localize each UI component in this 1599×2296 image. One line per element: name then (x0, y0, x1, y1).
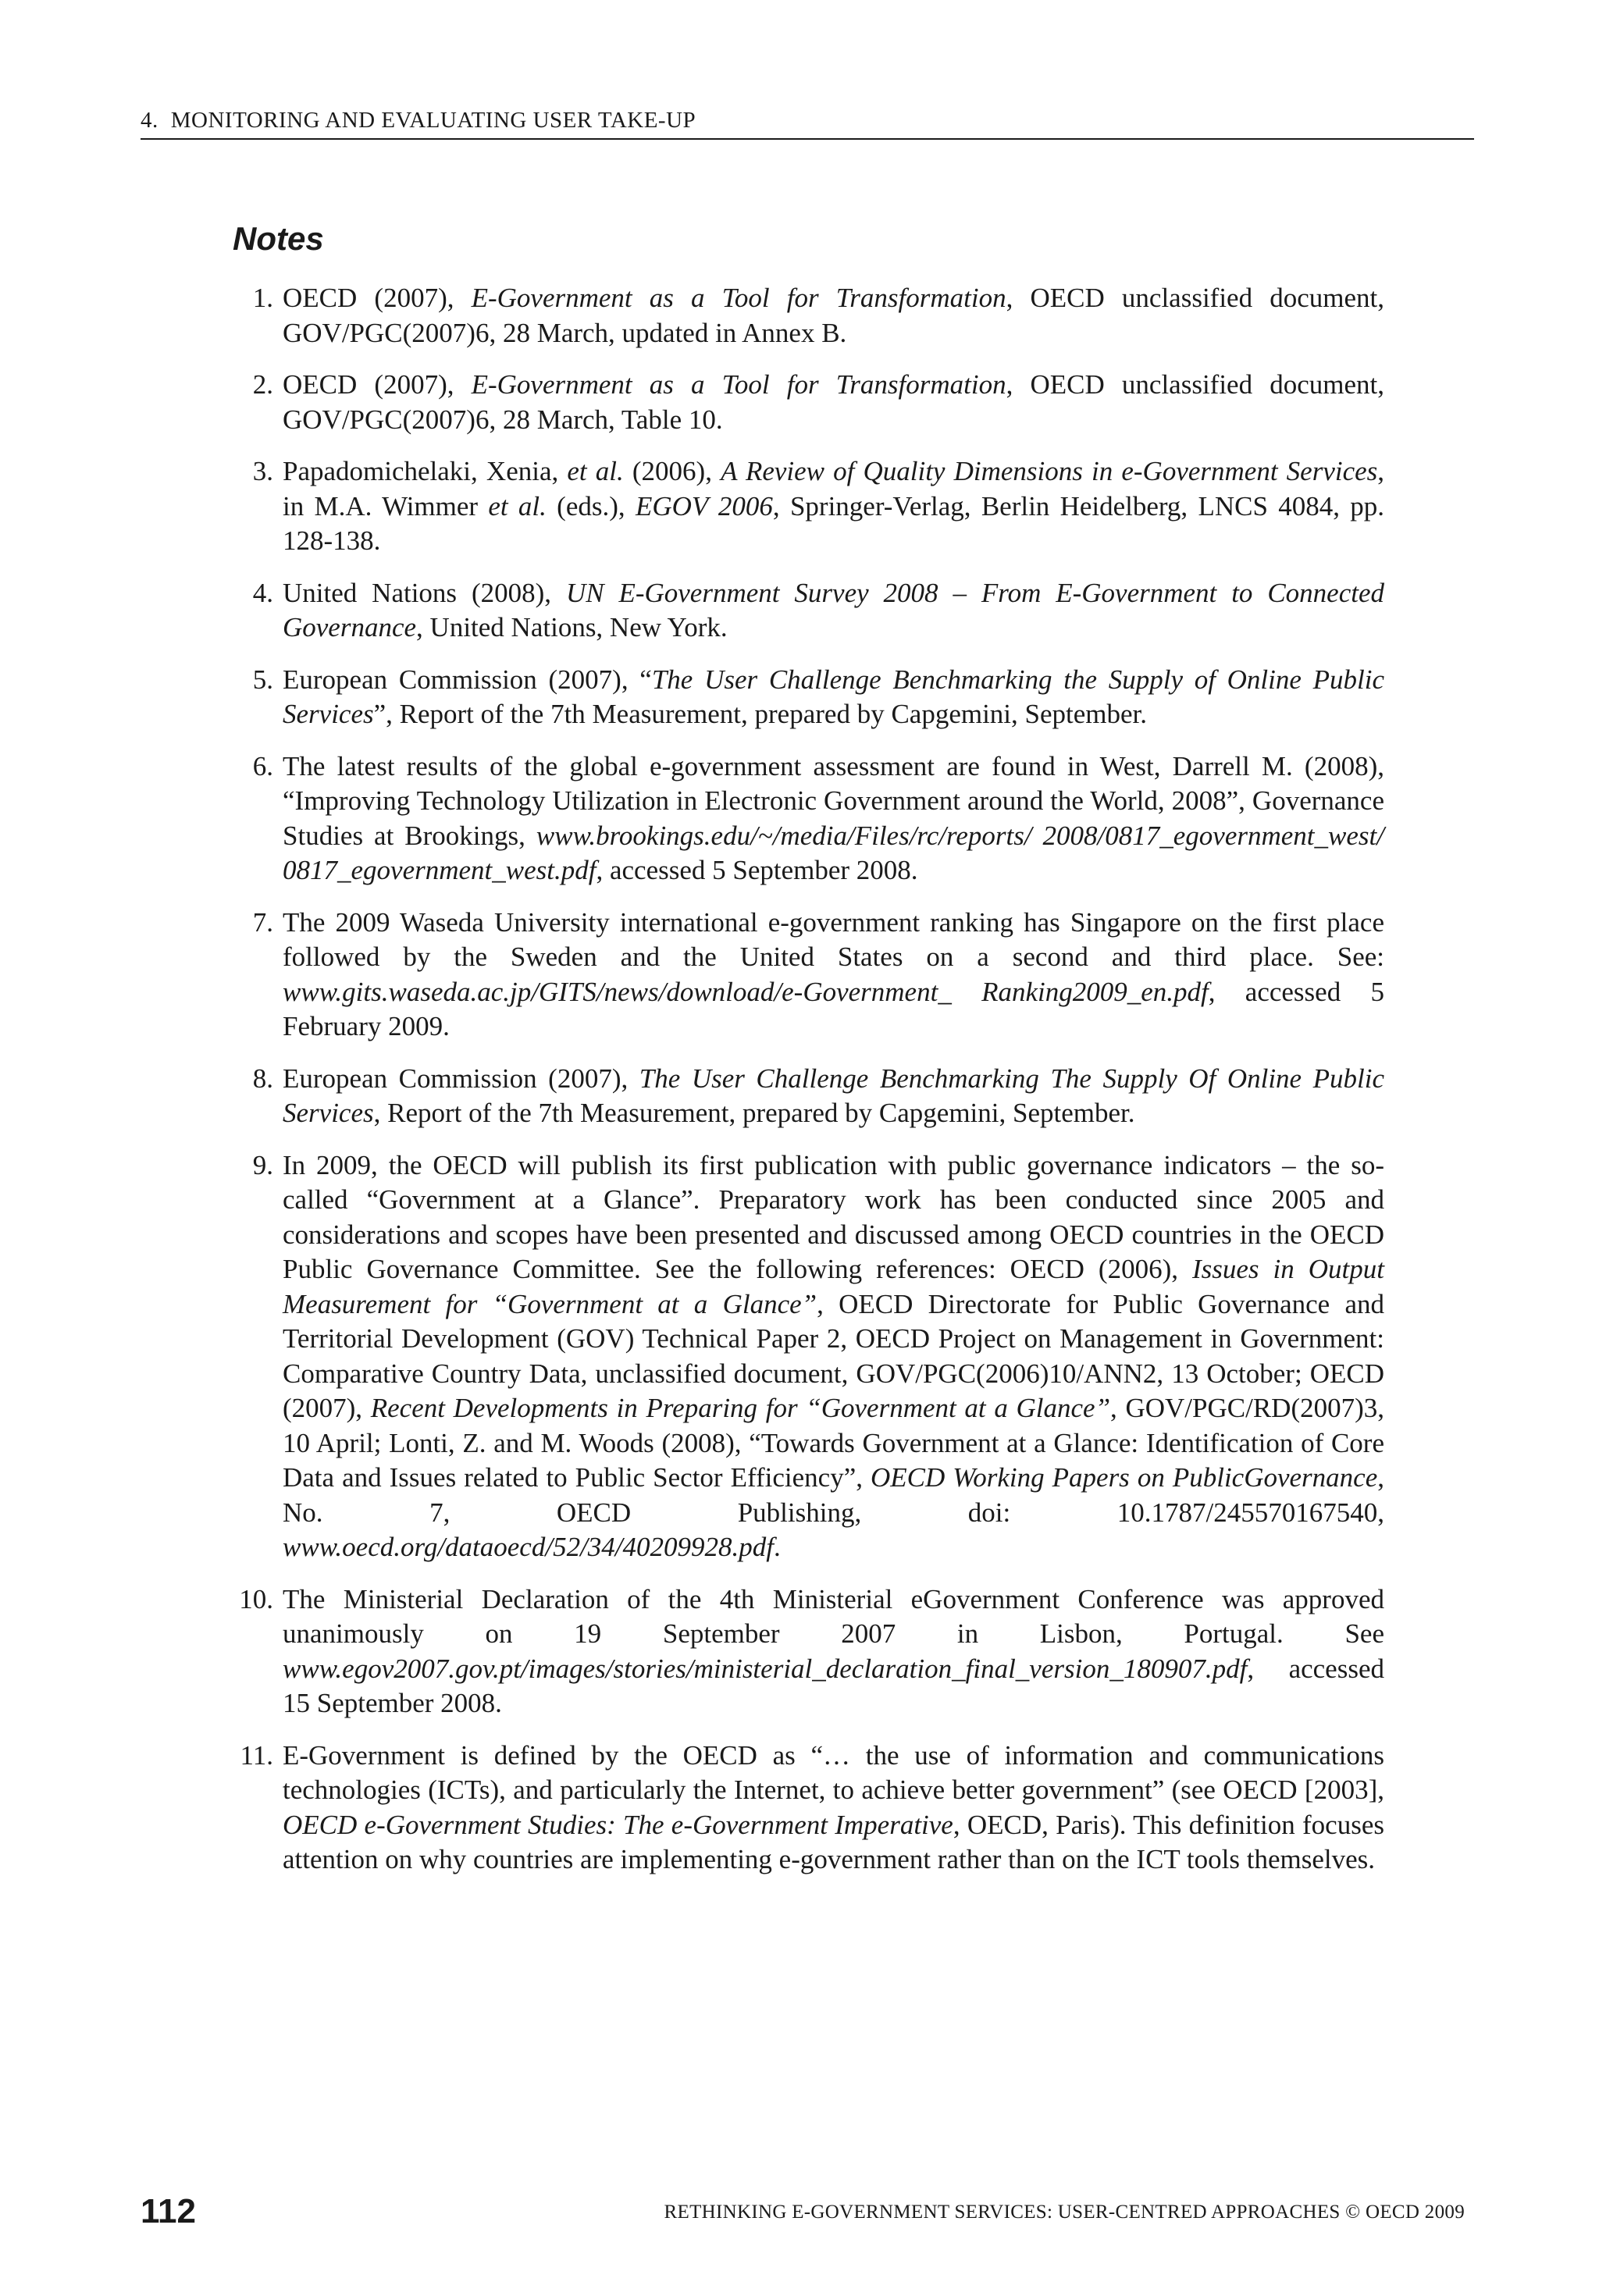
section-number: 4. (141, 108, 158, 133)
note-item (233, 576, 1384, 646)
note-text-segment: (2006), (623, 456, 721, 486)
note-text-segment: Papadomichelaki, Xenia, (283, 456, 568, 486)
note-number: 7. (252, 906, 273, 938)
note-text-segment: The 2009 Waseda University international e-government ranking has Singapore on the first place followed by the Sweden and the United States on a second and third place. See: (283, 906, 1384, 972)
note-italic-segment: A Review of Quality Dimensions in e-Government Services (721, 456, 1378, 486)
note-number: 9. (252, 1149, 273, 1180)
note-number: 11. (240, 1739, 273, 1771)
note-text-segment: ”, Report of the 7th Measurement, prepared by Capgemini, September. (373, 699, 1148, 729)
note-text (283, 663, 1384, 732)
note-item (233, 906, 1384, 1045)
note-text (283, 1582, 1384, 1721)
note-text-segment: , accessed 5 September 2008. (596, 855, 918, 885)
note-text-segment: , United Nations, New York. (416, 612, 728, 643)
note-item (233, 454, 1384, 559)
note-italic-segment: Recent Developments in Preparing for “Government at a Glance” (370, 1393, 1111, 1423)
note-text (283, 906, 1384, 1045)
footer-publication-title: RETHINKING E-GOVERNMENT SERVICES: USER-CENTRED APPROACHES © OECD 2009 (664, 2202, 1465, 2223)
note-italic-segment: EGOV 2006 (635, 490, 773, 521)
note-text-segment: The Ministerial Declaration of the 4th Ministerial eGovernment Conference was approved unanimously on 19 September 2007 in Lisbon, Portugal. See (283, 1583, 1384, 1649)
note-item (233, 1582, 1384, 1721)
note-text (283, 281, 1384, 351)
note-item (233, 1739, 1384, 1878)
note-number: 1. (252, 283, 273, 313)
note-text-segment: , OECD, Paris). This definition focuses attention on why countries are implementing e-government rather than on the ICT tools themselves. (283, 1809, 1384, 1874)
note-italic-segment: OECD Working Papers on PublicGovernance (871, 1462, 1378, 1493)
note-number: 6. (252, 750, 273, 781)
note-italic-segment: Issues in Output Measurement for “Government at a Glance” (283, 1254, 1384, 1319)
page-number: 112 (141, 2192, 196, 2230)
note-number: 4. (252, 577, 273, 608)
note-text (283, 1062, 1384, 1131)
running-head (141, 108, 1474, 140)
note-italic-segment: The User Challenge Benchmarking the Supply of Online Public Services (283, 664, 1384, 729)
note-item (233, 1148, 1384, 1565)
note-italic-segment: www.egov2007.gov.pt/images/stories/ministerial_declaration_final_version_180907.pdf (283, 1653, 1248, 1684)
note-text-segment: European Commission (2007), “ (283, 664, 652, 695)
note-text-segment: United Nations (2008), (283, 577, 566, 608)
note-text (283, 454, 1384, 559)
note-item (233, 1062, 1384, 1131)
note-text-segment: European Commission (2007), (283, 1063, 639, 1094)
note-italic-segment: OECD e-Government Studies: The e-Government Imperative (283, 1809, 953, 1840)
note-text-segment: , OECD Directorate for Public Governance and Territorial Development (GOV) Technical Paper 2, OECD Project on Management in Government: Comparative Country Data, unclassified document, GOV/PGC(2006)10/ANN2, 13 October; OECD (2007), (283, 1288, 1384, 1423)
note-number: 10. (239, 1583, 273, 1614)
note-text-segment: The latest results of the global e-government assessment are found in West, Darrell M. (2008), “Improving Technology Utilization in Electronic Government around the World, 2008”, Governance Studies at Brookings, (283, 750, 1384, 851)
note-italic-segment: E-Government as a Tool for Transformation (471, 283, 1006, 313)
note-number: 2. (252, 369, 273, 400)
notes-list (233, 281, 1384, 1895)
note-italic-segment: et al. (488, 490, 547, 521)
note-italic-segment: www.oecd.org/dataoecd/52/34/40209928.pdf (283, 1532, 774, 1562)
note-italic-segment: www.gits.waseda.ac.jp/GITS/news/download/e-Government_ Ranking2009_en.pdf (283, 976, 1209, 1007)
note-italic-segment: www.brookings.edu/~/media/Files/rc/reports/ 2008/0817_egovernment_west/ 0817_egovernment_west.pdf (283, 820, 1384, 885)
section-title: MONITORING AND EVALUATING USER TAKE-UP (170, 108, 696, 133)
note-number: 8. (252, 1063, 273, 1094)
note-italic-segment: et al. (567, 456, 624, 486)
note-text (283, 1739, 1384, 1878)
note-italic-segment: E-Government as a Tool for Transformation (471, 369, 1006, 400)
note-text-segment: , Springer-Verlag, Berlin Heidelberg, LNCS 4084, pp. 128-138. (283, 490, 1385, 556)
note-text-segment: . (774, 1532, 781, 1562)
note-item (233, 663, 1384, 732)
note-text-segment: , in M.A. Wimmer (283, 456, 1385, 521)
note-text-segment: In 2009, the OECD will publish its first publication with public governance indicators – the so-called “Government at a Glance”. Preparatory work has been conducted since 2005 and considerations and scopes have been presented and discussed among OECD countries in the OECD Public Governance Committee. See the following references: OECD (2006), (283, 1149, 1384, 1284)
note-text-segment: , accessed 15 September 2008. (283, 1653, 1384, 1718)
notes-heading: Notes (233, 220, 324, 257)
note-item (233, 749, 1384, 888)
note-text (283, 368, 1384, 437)
note-italic-segment: UN E-Government Survey 2008 – From E-Government to Connected Governance (283, 577, 1384, 643)
note-text-segment: , Report of the 7th Measurement, prepared by Capgemini, September. (373, 1098, 1135, 1128)
note-item (233, 368, 1384, 437)
note-number: 3. (252, 456, 273, 486)
note-text-segment: , No. 7, OECD Publishing, doi: 10.1787/245570167540, (283, 1462, 1384, 1528)
note-item (233, 281, 1384, 351)
note-text-segment: E-Government is defined by the OECD as “… the use of information and communications technologies (ICTs), and particularly the Internet, to achieve better government” (see OECD [2003], (283, 1739, 1384, 1805)
note-text-segment: , GOV/PGC/RD(2007)3, 10 April; Lonti, Z. and M. Woods (2008), “Towards Government at a Glance: Identification of Core Data and Issues related to Public Sector Efficiency”, (283, 1393, 1385, 1493)
note-number: 5. (252, 664, 273, 695)
note-text-segment: OECD (2007), (283, 369, 472, 400)
note-text (283, 1148, 1384, 1565)
note-text-segment: (eds.), (546, 490, 636, 521)
note-text (283, 576, 1384, 646)
note-text (283, 749, 1384, 888)
note-italic-segment: The User Challenge Benchmarking The Supply Of Online Public Services (283, 1063, 1384, 1128)
note-text-segment: OECD (2007), (283, 283, 472, 313)
note-text-segment: , accessed 5 February 2009. (283, 976, 1384, 1041)
note-text-segment: , OECD unclassified document, GOV/PGC(2007)6, 28 March, Table 10. (283, 369, 1384, 435)
note-text-segment: , OECD unclassified document, GOV/PGC(2007)6, 28 March, updated in Annex B. (283, 283, 1384, 348)
